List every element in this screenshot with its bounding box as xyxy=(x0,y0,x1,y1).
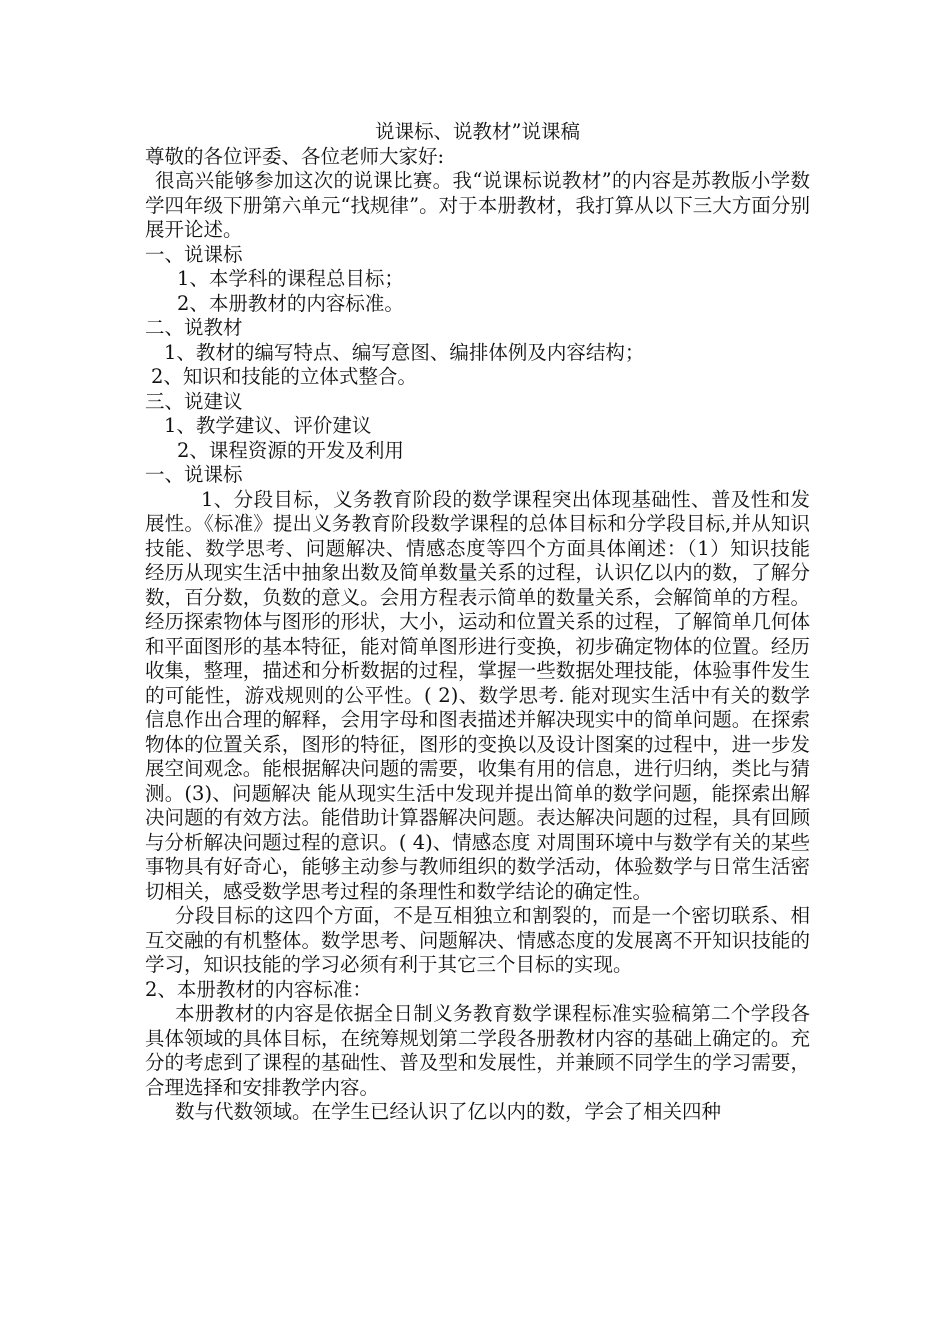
outline-heading-3: 三、说建议 xyxy=(145,389,243,413)
outline-heading-1: 一、说课标 xyxy=(145,242,243,266)
document-page xyxy=(145,120,810,1125)
outline-heading-2: 二、说教材 xyxy=(145,316,243,339)
outline-item: 1、教学建议、评价建议 xyxy=(164,414,372,437)
intro-paragraph: 很高兴能够参加这次的说课比赛。我“说课标说教材”的内容是苏教版小学数学四年级下册第六单元“找规律”。对于本册教材，我打算从以下三大方面分别展开论述。 xyxy=(145,169,810,241)
subsection-heading: 2、本册教材的内容标准： xyxy=(145,977,372,1001)
body-paragraph: 数与代数领域。在学生已经认识了亿以内的数，学会了相关四种 xyxy=(175,1100,722,1123)
greeting: 尊敬的各位评委、各位老师大家好: xyxy=(145,144,445,168)
outline-item: 1、教材的编写特点、编写意图、编排体例及内容结构； xyxy=(164,340,645,364)
section-heading: 一、说课标 xyxy=(145,463,243,486)
outline-item: 2、本册教材的内容标准。 xyxy=(177,291,404,315)
document-title: 说课标、说教材”说课稿 xyxy=(375,120,580,143)
body-paragraph: 1、分段目标，义务教育阶段的数学课程突出体现基础性、普及性和发展性。《标准》提出义务教育阶段数学课程的总体目标和分学段目标,并从知识技能、数学思考、问题解决、情感态度等四个方面具体阐述：（1）知识技能 经历从现实生活中抽象出数及简单数量关系的过程，认识亿以内的数，了解分数，百分数，负数的意义。会用方程表示简单的数量关系，会解简单的方程。经历探索物体与图形的形状，大小，运动和位置关系的过程，了解简单几何体和平面图形的基本特征，能对简单图形进行变换，初步确定物体的位置。经历收集，整理，描述和分析数据的过程，掌握一些数据处理技能，体验事件发生的可能性，游戏规则的公平性。( 2)、数学思考. 能对现实生活中有关的数学信息作出合理的解释，会用字母和图表描述并解决现实中的简单问题。在探索物体的位置关系，图形的特征，图形的变换以及设计图案的过程中，进一步发展空间观念。能根据解决问题的需要，收集有用的信息，进行归纳，类比与猜测。(3)、问题解决 能从现实生活中发现并提出简单的数学问题，能探索出解决问题的有效方法。能借助计算器解决问题。表达解决问题的过程，具有回顾与分析解决问题过程的意识。( 4)、情感态度 对周围环境中与数学有关的某些事物具有好奇心，能够主动参与教师组织的数学活动，体验数学与日常生活密切相关，感受数学思考过程的条理性和数学结论的确定性。 xyxy=(145,487,810,903)
outline-item: 1、本学科的课程总目标； xyxy=(177,267,404,290)
outline-item: 2、课程资源的开发及利用 xyxy=(177,438,404,462)
body-paragraph: 本册教材的内容是依据全日制义务教育数学课程标准实验稿第二个学段各具体领域的具体目标，在统筹规划第二学段各册教材内容的基础上确定的。充分的考虑到了课程的基础性、普及型和发展性，并兼顾不同学生的学习需要，合理选择和安排教学内容。 xyxy=(145,1002,810,1099)
outline-item: 2、知识和技能的立体式整合。 xyxy=(151,365,417,388)
body-paragraph: 分段目标的这四个方面，不是互相独立和割裂的，而是一个密切联系、相互交融的有机整体。数学思考、问题解决、情感态度的发展离不开知识技能的学习，知识技能的学习必须有利于其它三个目标的实现。 xyxy=(145,904,810,976)
